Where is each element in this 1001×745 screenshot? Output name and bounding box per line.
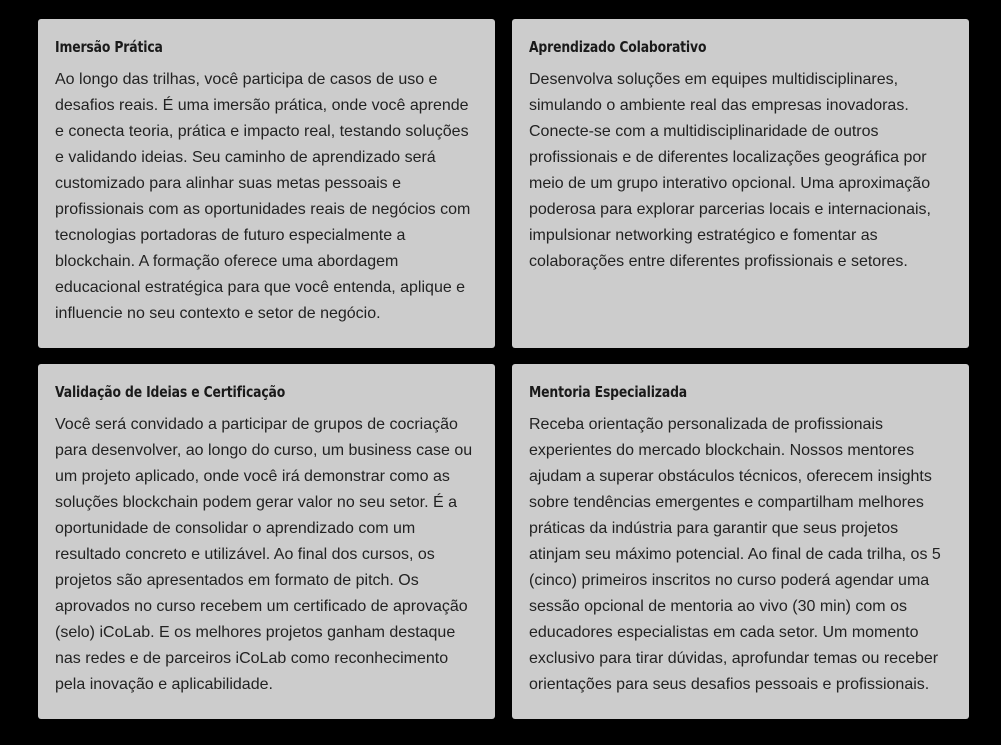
card-title: Aprendizado Colaborativo bbox=[529, 38, 707, 56]
feature-card-validacao-certificacao bbox=[38, 364, 495, 719]
card-description: Ao longo das trilhas, você participa de casos de uso e desafios reais. É uma imersão prática, onde você aprende e conecta teoria, prática e impacto real, testando soluções e validando ideias. Seu caminho de aprendizado será customizado para alinhar suas metas pessoais e profissionais com as oportunidades reais de negócios com tecnologias portadoras de futuro especialmente a blockchain. A formação oferece uma abordagem educacional estratégica para que você entenda, aplique e influencie no seu contexto e setor de negócio. bbox=[55, 71, 471, 322]
card-description: Desenvolva soluções em equipes multidisciplinares, simulando o ambiente real das empresas inovadoras. Conecte-se com a multidisciplinaridade de outros profissionais e de diferentes localizações geográfica por meio de um grupo interativo opcional. Uma aproximação poderosa para explorar parcerias locais e internacionais, impulsionar networking estratégico e fomentar as colaborações entre diferentes profissionais e setores. bbox=[529, 71, 931, 270]
card-title: Mentoria Especializada bbox=[529, 383, 687, 401]
feature-card-mentoria-especializada bbox=[512, 364, 969, 719]
feature-card-imersao-pratica bbox=[38, 19, 495, 348]
card-description: Você será convidado a participar de grupos de cocriação para desenvolver, ao longo do curso, um business case ou um projeto aplicado, onde você irá demonstrar como as soluções blockchain podem gerar valor no seu setor. É a oportunidade de consolidar o aprendizado com um resultado concreto e utilizável. Ao final dos cursos, os projetos são apresentados em formato de pitch. Os aprovados no curso recebem um certificado de aprovação (selo) iCoLab. E os melhores projetos ganham destaque nas redes e de parceiros iCoLab como reconhecimento pela inovação e aplicabilidade. bbox=[55, 416, 473, 693]
card-title: Validação de Ideias e Certificação bbox=[55, 383, 286, 401]
card-description: Receba orientação personalizada de profissionais experientes do mercado blockchain. Nossos mentores ajudam a superar obstáculos técnicos, oferecem insights sobre tendências emergentes e compartilham melhores práticas da indústria para garantir que seus projetos atinjam seu máximo potencial. Ao final de cada trilha, os 5 (cinco) primeiros inscritos no curso poderá agendar uma sessão opcional de mentoria ao vivo (30 min) com os educadores especialistas em cada setor. Um momento exclusivo para tirar dúvidas, aprofundar temas ou receber orientações para seus desafios pessoais e profissionais. bbox=[529, 416, 941, 693]
feature-card-aprendizado-colaborativo bbox=[512, 19, 969, 348]
card-title: Imersão Prática bbox=[55, 38, 163, 56]
